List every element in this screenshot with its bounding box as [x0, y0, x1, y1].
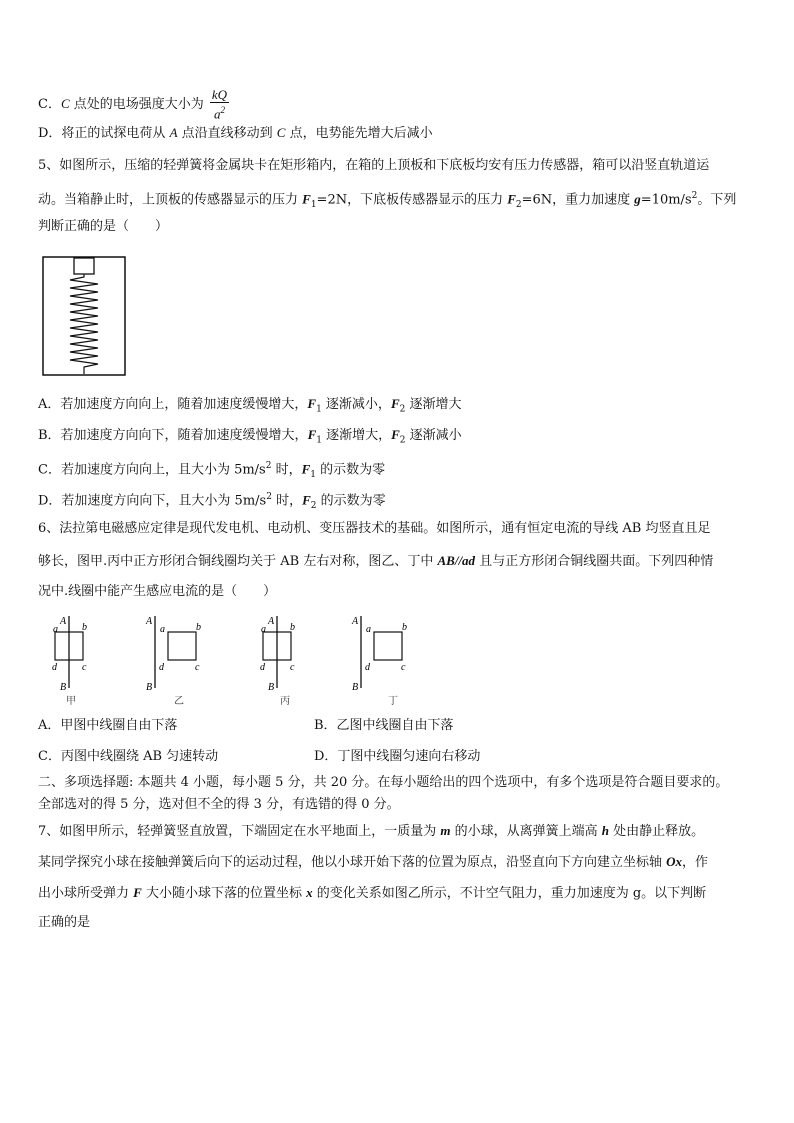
q4-option-d: D．将正的试探电荷从 A 点沿直线移动到 C 点，电势能先增大后减小 [38, 125, 433, 141]
svg-text:B: B [352, 682, 359, 693]
metal-block [74, 258, 94, 274]
q6-option-c: C．丙图中线圈绕 AB 匀速转动 [38, 749, 219, 764]
q7-stem-line2: 某同学探究小球在接触弹簧后向下的运动过程，他以小球开始下落的位置为原点，沿竖直向下方向建立坐标轴 Ox，作 [38, 854, 709, 870]
q7-stem-line4: 正确的是 [38, 915, 91, 930]
label-c: c [82, 662, 87, 673]
section2-line2: 全部选对的得 5 分，选对但不全的得 3 分，有选错的得 0 分。 [38, 797, 400, 812]
q4-option-c: C．C 点处的电场强度大小为 $\frac{kQ}{a^2}$ [38, 87, 228, 122]
svg-text:c: c [195, 662, 200, 673]
q5-option-d: D．若加速度方向向下，且大小为 $5m/s^2$ 时，$F_2$ 的示数为零 [38, 492, 386, 511]
spring [70, 274, 98, 374]
q6-stem-line1: 6、法拉第电磁感应定律是现代发电机、电动机、变压器技术的基础。如图所示，通有恒定电流的导线 AB 均竖直且足 [38, 521, 711, 536]
q5-stem-line1: 5、如图所示，压缩的轻弹簧将金属块卡在矩形箱内，在箱的上顶板和下底板均安有压力传感器，箱可以沿竖直轨道运 [38, 158, 710, 173]
svg-text:a: a [261, 624, 266, 635]
svg-text:a: a [160, 624, 165, 635]
q5-option-a: A．若加速度方向向上，随着加速度缓慢增大，$F_1$ 逐渐减小，$F_2$ 逐渐增大 [38, 396, 462, 415]
svg-text:A: A [268, 616, 275, 627]
spring-box-figure [40, 255, 130, 379]
svg-text:B: B [268, 682, 275, 693]
svg-text:b: b [196, 622, 201, 633]
svg-text:b: b [290, 622, 295, 633]
fraction-kq-over-a2: $\frac{kQ}{a^2}$ [211, 87, 228, 122]
label-d: d [52, 662, 57, 673]
svg-text:c: c [401, 662, 406, 673]
q7-stem-line1: 7、如图甲所示，轻弹簧竖直放置，下端固定在水平地面上，一质量为 m 的小球，从离弹簧上端高 h 处由静止释放。 [38, 823, 705, 839]
section2-line1: 二、多项选择题: 本题共 4 小题，每小题 5 分，共 20 分。在每小题给出的四个选项中，有多个选项是符合题目要求的。 [38, 775, 729, 790]
svg-text:B: B [146, 682, 153, 693]
svg-text:d: d [260, 662, 265, 673]
svg-text:c: c [290, 662, 295, 673]
figure-bing [260, 616, 295, 707]
figure-ding [351, 616, 407, 707]
caption-bing: 丙 [280, 696, 290, 707]
svg-text:d: d [159, 662, 164, 673]
coil-figures [40, 612, 420, 708]
q7-stem-line3: 出小球所受弹力 F 大小随小球下落的位置坐标 x 的变化关系如图乙所示，不计空气阻力，重力加速度为 g。以下判断 [38, 885, 707, 901]
svg-text:b: b [402, 622, 407, 633]
figure-jia [52, 616, 87, 707]
q5-option-c: C．若加速度方向向上，且大小为 $5m/s^2$ 时，$F_1$ 的示数为零 [38, 461, 386, 480]
q5-option-b: B．若加速度方向向下，随着加速度缓慢增大，$F_1$ 逐渐增大，$F_2$ 逐渐减小 [38, 427, 462, 446]
q6-option-b: B．乙图中线圈自由下落 [314, 718, 454, 733]
label-B: B [60, 682, 67, 693]
figure-yi [145, 616, 201, 707]
caption-yi: 乙 [174, 696, 184, 707]
q6-stem-line3: 况中.线圈中能产生感应电流的是（ ） [38, 584, 277, 599]
svg-text:a: a [366, 624, 371, 635]
q6-option-d: D．丁图中线圈匀速向右移动 [314, 749, 481, 764]
label-a: a [53, 624, 58, 635]
q5-stem-line3: 判断正确的是（ ） [38, 219, 169, 234]
label-b: b [82, 622, 87, 633]
svg-text:A: A [146, 616, 153, 627]
q6-option-a: A．甲图中线圈自由下落 [38, 718, 178, 733]
label-A: A [60, 616, 67, 627]
svg-text:A: A [352, 616, 359, 627]
caption-jia: 甲 [66, 696, 76, 707]
q6-stem-line2: 够长，图甲.丙中正方形闭合铜线圈均关于 AB 左右对称，图乙、丁中 AB//ad 且与正方形闭合铜线圈共面。下列四种情 [38, 553, 714, 569]
q5-stem-line2: 动。当箱静止时，上顶板的传感器显示的压力 $F_1=2N$，下底板传感器显示的压力 $F_2=6N$，重力加速度 $g=10m/s^2$。下列 [38, 191, 737, 210]
caption-ding: 丁 [388, 696, 398, 707]
svg-text:d: d [365, 662, 370, 673]
